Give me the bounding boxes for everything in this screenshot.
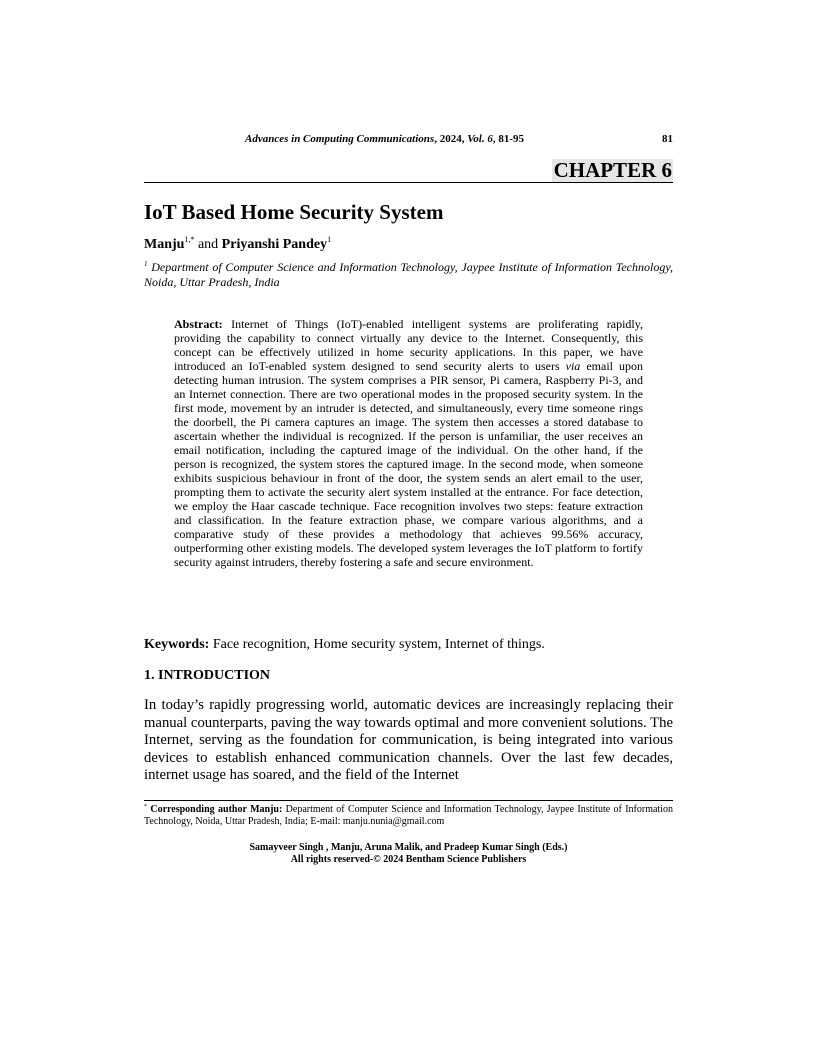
abstract-text: email upon detecting human intrusion. The system comprises a PIR sensor, Pi camera, Raspberry Pi-3, and an Internet connection. There are two operational modes in the proposed security system. In the first mode, movement by an intruder is detected, and simultaneously, every time someone rings the doorbell, the Pi camera captures an image. The system then accesses a stored database to ascertain whether the individual is recognized. If the person is unfamiliar, the user receives an email notification, including the captured image of the individual. On the other hand, if the person is recognized, the system stores the captured image. In the second mode, when someone exhibits suspicious behaviour in front of the door, the system sends an alert email to the user, prompting them to activate the security alert system installed at the entrance. For face detection, we employ the Haar cascade technique. Face recognition involves two steps: feature extraction and classification. In the feature extraction phase, we compare various algorithms, and a comparative study of these provides a methodology that achieves 99.56% accuracy, outperforming other existing models. The developed system leverages the IoT platform to fortify security against intruders, thereby fostering a safe and secure environment.: [174, 359, 643, 569]
author-affiliation-marker: 1,*: [184, 235, 195, 244]
publisher-block: [144, 842, 673, 866]
journal-citation: Advances in Computing Communications, 2024, Vol. 6, 81-95: [245, 133, 525, 145]
abstract-label: Abstract:: [174, 317, 223, 331]
footnote-divider: [144, 800, 673, 801]
chapter-label: CHAPTER 6: [553, 158, 672, 182]
paper-title: IoT Based Home Security System: [144, 200, 444, 224]
footnote-label: Corresponding author Manju:: [147, 804, 283, 815]
affiliation: [144, 260, 673, 290]
abstract-text-italic: via: [565, 359, 581, 373]
abstract-text: Internet of Things (IoT)-enabled intelligent systems are proliferating rapidly, providing the capability to connect virtually any device to the Internet. Consequently, this concept can be effectively utilized in home security applications. In this paper, we have introduced an IoT-enabled system designed to send security alerts to users: [174, 317, 643, 373]
author-name: Manju: [144, 237, 185, 252]
corresponding-author-footnote: [144, 804, 673, 828]
introduction-paragraph: In today’s rapidly progressing world, automatic devices are increasingly replacing their manual counterparts, paving the way towards optimal and more convenient solutions. The Internet, serving as the foundation for communication, is being integrated into various devices to establish enhanced communication channels. Over the last few decades, internet usage has soared, and the field of the Internet: [144, 697, 673, 784]
chapter-divider: [144, 182, 673, 183]
abstract: [174, 317, 643, 569]
footnote-text: Department of Computer Science and Information Technology, Jaypee Institute of Information Technology, Noida, Uttar Pradesh, India; E-mail: manju.nunia@gmail.com: [144, 804, 673, 827]
editors-line: Samayveer Singh , Manju, Aruna Malik, and Pradeep Kumar Singh (Eds.): [249, 842, 568, 853]
affiliation-text: Department of Computer Science and Information Technology, Jaypee Institute of Information Technology, Noida, Uttar Pradesh, India: [144, 260, 673, 289]
journal-pages: 81-95: [498, 133, 525, 145]
author-list: Manju$^{1,*}$ and Priyanshi Pandey$^1$: [144, 235, 332, 252]
section-heading-introduction: 1. INTRODUCTION: [144, 668, 271, 683]
keywords-label: Keywords:: [144, 637, 210, 652]
keywords: [144, 636, 545, 653]
rights-line: All rights reserved-© 2024 Bentham Science Publishers: [290, 854, 527, 865]
author-affiliation-marker: 1: [327, 235, 332, 244]
affiliation-marker: 1: [144, 260, 148, 268]
page-number: 81: [662, 133, 673, 145]
keywords-text: Face recognition, Home security system, Internet of things.: [209, 637, 545, 652]
journal-year: 2024: [439, 133, 462, 145]
footnote-marker: *: [144, 804, 147, 810]
author-name: Priyanshi Pandey: [221, 237, 328, 252]
journal-volume: Vol. 6: [467, 133, 493, 145]
journal-title: Advances in Computing Communications: [245, 133, 435, 145]
